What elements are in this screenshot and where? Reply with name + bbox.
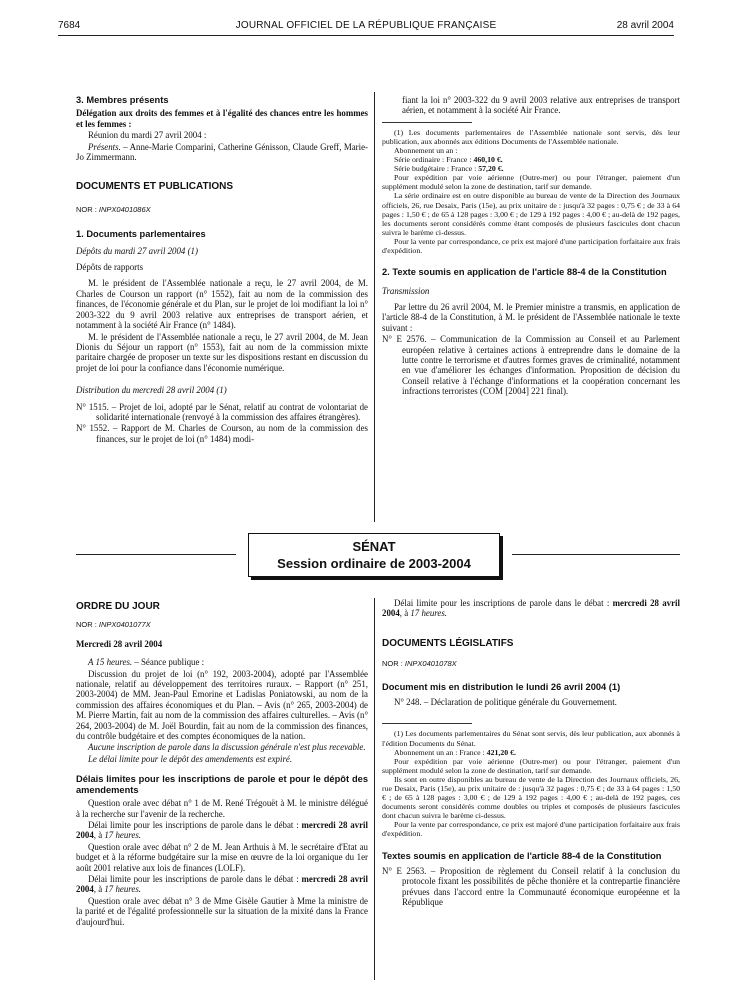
delai-question-1 [76,820,368,841]
aucune-inscription: Aucune inscription de parole dans la discussion générale n'est plus recevable. [88,742,366,753]
question-2: Question orale avec débat n° 2 de M. Jean Arthuis à M. le secrétaire d'Etat au budget et à la réforme budgétaire sur la mise en œuvre de la loi organique du 1er août 2001 relative aux lois de finances (LOLF). [76,841,368,873]
footnote-senat-expedition: Pour expédition par voie aérienne (Outre-mer) ou pour l'étranger, paiement d'un supplément modulé selon la zone de destination, tarif sur demande. [382,756,680,775]
nor-line-1 [76,205,368,215]
presents-paragraph [76,142,368,163]
senat-banner [248,533,500,577]
delai-hour: 17 heures. [410,608,448,619]
reunion-line: Réunion du mardi 27 avril 2004 : [88,130,207,141]
document-mis-title: Document mis en distribution le lundi 26 avril 2004 (1) [382,681,621,692]
transmission-heading: Transmission [382,285,430,296]
docs-parlementaires-title: 1. Documents parlementaires [76,229,206,240]
delai-label: Délai limite pour les inscriptions de parole dans le débat : [394,598,613,608]
presents-text: – Anne-Marie Comparini, Catherine Génisson, Claude Greff, Marie-Jo Zimmermann. [76,141,368,163]
header-rule [58,35,674,36]
seance-time: A 15 heures. [88,657,133,668]
footnote-senat-correspondance: Pour la vente par correspondance, ce prix est majoré d'une participation forfaitaire aux frais d'expédition. [382,820,680,839]
docs-publications-title: DOCUMENTS ET PUBLICATIONS [76,181,234,193]
nor-line-2 [76,620,368,630]
bottom-left-column [76,602,368,928]
top-right-column [382,95,680,398]
serie-ordinaire-label: Série ordinaire : France : [394,155,474,165]
distribution-item-1515: N° 1515. – Projet de loi, adopté par le Sénat, relatif au contrat de volontariat de solidarité internationale (renvoyé à la commission des affaires étrangères). [76,401,368,422]
presents-label: Présents. [88,141,121,152]
footnote-an-expedition: Pour expédition par voie aérienne (Outre-mer) ou pour l'étranger, paiement d'un supplément modulé selon la zone de destination, tarif sur demande. [382,173,680,192]
nor-code: INPX0401086X [98,204,151,214]
footnote-senat-abonnement [382,748,680,757]
delai-date: mercredi 28 avril 2004 [76,819,368,841]
journal-title: JOURNAL OFFICIEL DE LA RÉPUBLIQUE FRANÇAISE [235,20,497,31]
item-1552-continuation: fiant la loi n° 2003-322 du 9 avril 2003 relative aux entreprises de transport aérien, et notamment à la société Air France. [402,95,680,116]
nor-code: INPX0401078X [404,659,457,669]
senat-title: SÉNAT [352,539,396,554]
serie-budgetaire-label: Série budgétaire : France : [394,164,479,174]
top-left-column [76,95,368,445]
seance-label: – Séance publique : [132,657,205,668]
rapport-paragraph-2: M. le président de l'Assemblée nationale a reçu, le 27 avril 2004, de M. Jean Dionis du Séjour un rapport (n° 1553), fait au nom de la commission mixte paritaire chargée de proposer un texte sur les dispositions restant en discussion du projet de loi pour la confiance dans l'économie numérique. [76,331,368,373]
footnote-an [382,128,680,255]
page-header [58,20,674,36]
distribution-item-1552: N° 1552. – Rapport de M. Charles de Courson, au nom de la commission des finances, sur le projet de loi (n° 1484) modi- [76,423,368,444]
issue-date: 28 avril 2004 [616,20,674,31]
footnote-separator [382,122,472,123]
delai-sep: , à [93,830,105,841]
nor-line-3 [382,659,680,669]
delai-hour: 17 heures. [104,830,142,841]
nor-prefix: NOR : [76,204,99,214]
footnote-separator [382,723,472,724]
delais-limites-title: Délais limites pour les inscriptions de parole et pour le dépôt des amendements [76,774,368,795]
depots-date: Dépôts du mardi 27 avril 2004 (1) [76,245,198,256]
item-e2563: N° E 2563. – Proposition de règlement du Conseil relatif à la conclusion du protocole fixant les possibilités de pêche thonière et la contrepartie financière prévues dans l'accord entre la Communauté économique européenne et la République [382,865,680,908]
question-3: Question orale avec débat n° 3 de Mme Gisèle Gautier à Mme la ministre de la parité et de l'égalité professionnelle sur la situation de la mixité dans la France d'aujourd'hui. [76,895,368,927]
item-248: N° 248. – Déclaration de politique générale du Gouvernement. [394,697,617,708]
seance-line [76,657,368,667]
mercredi-heading: Mercredi 28 avril 2004 [76,638,163,649]
footnote-an-vente: La série ordinaire est en outre disponible au bureau de vente de la Direction des Journaux officiels, 26, rue Desaix, Paris (15e), au prix unitaire de : jusqu'à 32 pages : 0,75 € ; de 33 à 64 pages : 1,50 € ; de 65 à 128 pages : 3,00 € ; de 129 à 192 pages : 4,00 € ; au-delà de 192 pages, les documents seront considérés comme étant composés de plusieurs fascicules dont chacun suivra le barème ci-dessus. [382,191,680,237]
delai-label: Délai limite pour les inscriptions de parole dans le débat : [88,873,302,884]
serie-ordinaire-price: 460,10 €. [473,155,503,165]
nor-prefix: NOR : [382,659,405,669]
delai-date: mercredi 28 avril 2004 [76,873,368,895]
item-e2576: N° E 2576. – Communication de la Commission au Conseil et au Parlement européen relative à certaines actions à entreprendre dans le domaine de la lutte contre le terrorisme et d'autres formes graves de criminalité, notamment en vue d'améliorer les échanges d'information. Proposition de décision du Conseil relative à l'échange d'informations et la coopération concernant les infractions terroristes (COM [2004] 221 final). [382,334,680,397]
serie-budgetaire-price: 57,20 €. [478,164,504,174]
ordre-du-jour-title: ORDRE DU JOUR [76,601,160,612]
delai-hour: 17 heures. [104,884,142,895]
column-divider-bottom [374,598,375,980]
delai-sep: , à [93,884,105,895]
depots-rapports: Dépôts de rapports [76,262,144,273]
distribution-date: Distribution du mercredi 28 avril 2004 (1) [76,385,227,396]
abonnement-price: 421,20 €. [486,747,516,757]
column-divider-top [374,92,375,522]
senat-rule-left [76,554,236,555]
footnote-an-serie-budgetaire [382,164,680,173]
delai-sep: , à [399,608,411,619]
senat-session: Session ordinaire de 2003-2004 [277,556,471,571]
question-1: Question orale avec débat n° 1 de M. René Trégouët à M. le ministre délégué à la recherche sur l'avenir de la recherche. [76,798,368,819]
section-title-membres: 3. Membres présents [76,95,169,105]
nor-code: INPX0401077X [98,620,151,630]
discussion-paragraph: Discussion du projet de loi (n° 192, 2003-2004), adopté par l'Assemblée nationale, relatif au développement des territoires ruraux. – Rapport (n° 251, 2003-2004) de MM. Jean-Paul Emorine et Ladislas Poniatowski, au nom de la commission des affaires économiques et du Plan. – Avis (n° 265, 2003-2004) de M. Pierre Martin, fait au nom de la commission des affaires culturelles. – Avis (n° 264, 2003-2004) de M. Joël Bourdin, fait au nom de la commission des finances, du contrôle budgétaire et des comptes économiques de la nation. [76,668,368,742]
texte-88-4-title: 2. Texte soumis en application de l'article 88-4 de la Constitution [382,267,667,278]
delai-amendements: Le délai limite pour le dépôt des amendements est expiré. [88,753,293,764]
abonnement-label: Abonnement un an : France : [394,747,487,757]
bottom-right-column [382,598,680,909]
delai-question-3 [382,598,680,619]
page-number: 7684 [58,20,81,31]
delegation-title: Délégation aux droits des femmes et à l'égalité des chances entre les hommes et les femmes : [76,108,368,129]
rapport-paragraph-1: M. le président de l'Assemblée nationale a reçu, le 27 avril 2004, de M. Charles de Courson un rapport (n° 1552), fait au nom de la commission des finances, de l'économie générale et du Plan, sur le projet de loi modifiant la loi n° 2003-322 du 9 avril 2003 relative aux entreprises de transport aérien, et notamment à la société Air France (n° 1484). [76,278,368,331]
textes-88-4-title: Textes soumis en application de l'article 88-4 de la Constitution [382,850,662,861]
senat-rule-right [512,554,680,555]
footnote-senat-vente: Ils sont en outre disponibles au bureau de vente de la Direction des Journaux officiels, 26, rue Desaix, Paris (15e), au prix unitaire de : jusqu'à 32 pages : 0,75 € ; de 33 à 64 pages : 1,50 € ; de 65 à 128 pages : 3,00 € ; de 129 à 192 pages : 4,00 € ; au-delà de 192 pages, ces documents seront considérés comme doubles ou triples et composés de plusieurs fascicules dont chacun suivra le barème ci-dessus. [382,774,680,821]
delai-label: Délai limite pour les inscriptions de parole dans le débat : [88,819,302,830]
nor-prefix: NOR : [76,620,99,630]
footnote-an-correspondance: Pour la vente par correspondance, ce prix est majoré d'une participation forfaitaire aux frais d'expédition. [382,236,680,256]
delai-question-2 [76,874,368,895]
footnote-senat-text: (1) Les documents parlementaires du Sénat sont servis, dès leur publication, aux abonnés à l'édition Documents du Sénat. [382,729,680,748]
transmission-paragraph: Par lettre du 26 avril 2004, M. le Premier ministre a transmis, en application de l'article 88-4 de la Constitution, à M. le président de l'Assemblée nationale le texte suivant : [382,301,680,333]
docs-legislatifs-title: DOCUMENTS LÉGISLATIFS [382,637,514,649]
footnote-an-serie-ordinaire [382,155,680,164]
footnote-senat [382,729,680,838]
delai-date: mercredi 28 avril 2004 [382,598,680,619]
footnote-an-text: (1) Les documents parlementaires de l'Assemblée nationale sont servis, dès leur publication, aux abonnés aux éditions Documents de l'Assemblée nationale. [382,127,680,146]
footnote-an-abonnement: Abonnement un an : [394,146,458,155]
